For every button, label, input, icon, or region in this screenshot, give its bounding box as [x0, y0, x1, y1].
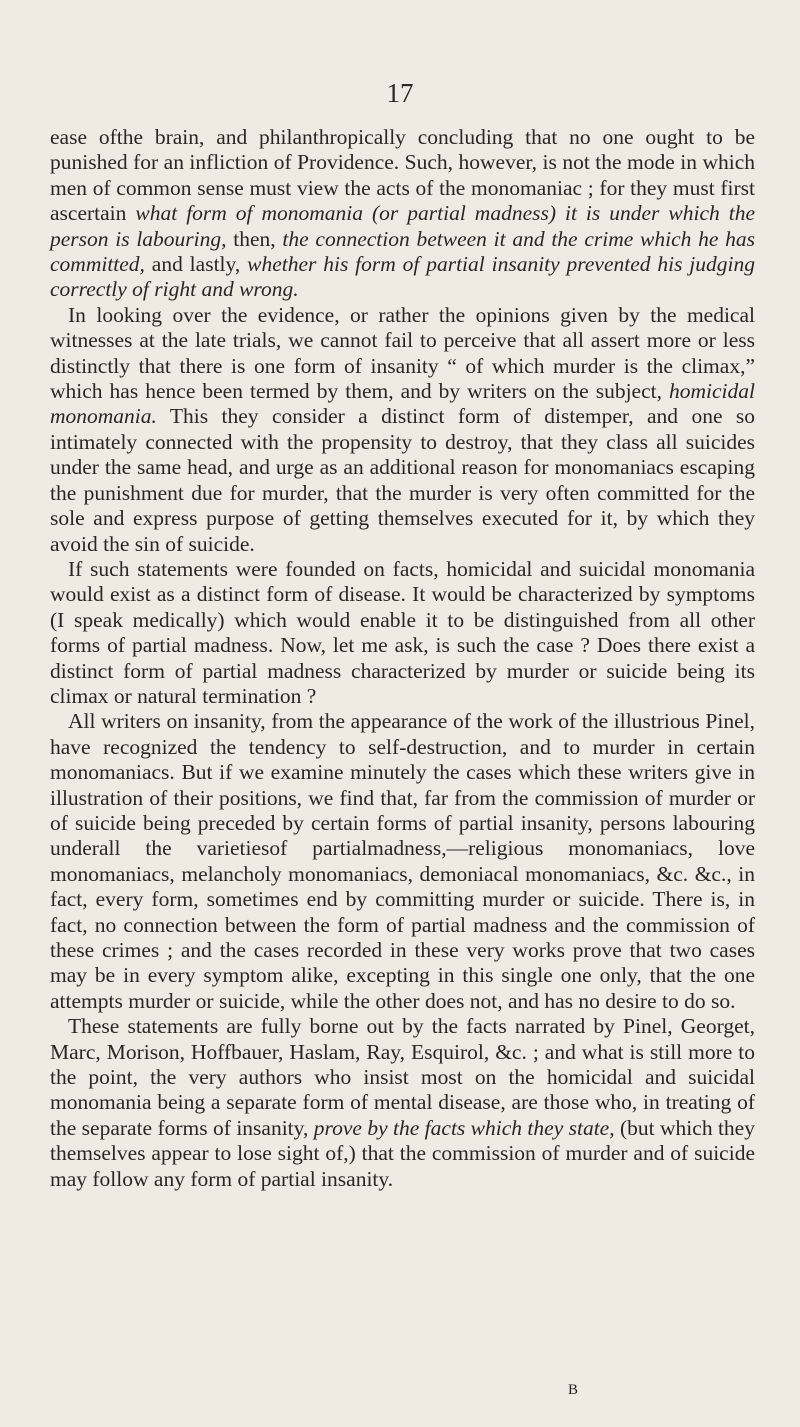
text-run: In looking over the evidence, or rather the opinions given by the medical witnesses at the late trials, we cannot fail to perceive that all assert more or less distinctly that there is one form of insanity “ of which murder is the climax,” which has hence been termed by them, and by writers on the subject,: [50, 302, 755, 404]
paragraph: [50, 125, 755, 303]
text-run: This they consider a distinct form of distemper, and one so intimately connected with the propensity to destroy, that they class all suicides under the same head, and urge as an additional reason for monomaniacs escaping the punishment due for murder, that the murder is very often committed for the sole and express purpose of getting themselves executed for it, by which they avoid the sin of suicide.: [50, 404, 755, 556]
italic-text-run: what form of monomania (or partial madness) it is under which the person is labouring,: [50, 201, 755, 251]
paragraph: [50, 557, 755, 709]
text-run: All writers on insanity, from the appearance of the work of the illustrious Pinel, have recognized the tendency to self-destruction, and to murder in certain monomaniacs. But if we examine minutely the cases which these writers give in illustration of their positions, we find that, far from the commission of murder or of suicide being preceded by certain forms of partial insanity, persons labouring underall the varietiesof partialmadness,—religious monomaniacs, love monomaniacs, melancholy monomaniacs, demoniacal monomaniacs, &c. &c., in fact, every form, sometimes end by committing murder or suicide. There is, in fact, no connection between the form of partial madness and the commission of these crimes ; and the cases recorded in these very works prove that two cases may be in every symptom alike, excepting in this single one only, that the one attempts murder or suicide, while the other does not, and has no desire to do so.: [50, 709, 755, 1013]
paragraph: [50, 1014, 755, 1192]
text-run: and lastly,: [144, 252, 248, 277]
italic-text-run: the connection between it and the crime which he has committed,: [50, 226, 755, 277]
body-text: [50, 125, 755, 1192]
text-run: then,: [226, 226, 283, 251]
italic-text-run: whether his form of partial insanity prevented his judging correctly of right and wrong.: [50, 252, 755, 302]
paragraph: [50, 709, 755, 1014]
text-run: ease ofthe brain, and philanthropically concluding that no one ought to be punished for an infliction of Providence. Such, however, is not the mode in which men of common sense must view the acts of the monomaniac ; for they must first ascertain: [50, 125, 755, 226]
page-number: 17: [386, 78, 414, 108]
italic-text-run: homicidal monomania.: [50, 379, 755, 429]
text-run: If such statements were founded on facts, homicidal and suicidal monomania would exist as a distinct form of disease. It would be characterized by symptoms (I speak medically) which would enable it to be distinguished from all other forms of partial madness. Now, let me ask, is such the case ? Does there exist a distinct form of partial madness characterized by murder or suicide being its climax or natural termination ?: [50, 556, 755, 708]
text-run: (but which they themselves appear to lose sight of,) that the commission of murder and of suicide may follow any form of partial insanity.: [50, 1115, 755, 1191]
paragraph: [50, 303, 755, 557]
italic-text-run: prove by the facts which they state,: [313, 1115, 615, 1140]
text-run: These statements are fully borne out by the facts narrated by Pinel, Georget, Marc, Morison, Hoffbauer, Haslam, Ray, Esquirol, &c. ; and what is still more to the point, the very authors who insist most on the homicidal and suicidal monomania being a separate form of mental disease, are those who, in treating of the separate forms of insanity,: [50, 1014, 755, 1140]
signature-mark: B: [568, 1382, 579, 1398]
